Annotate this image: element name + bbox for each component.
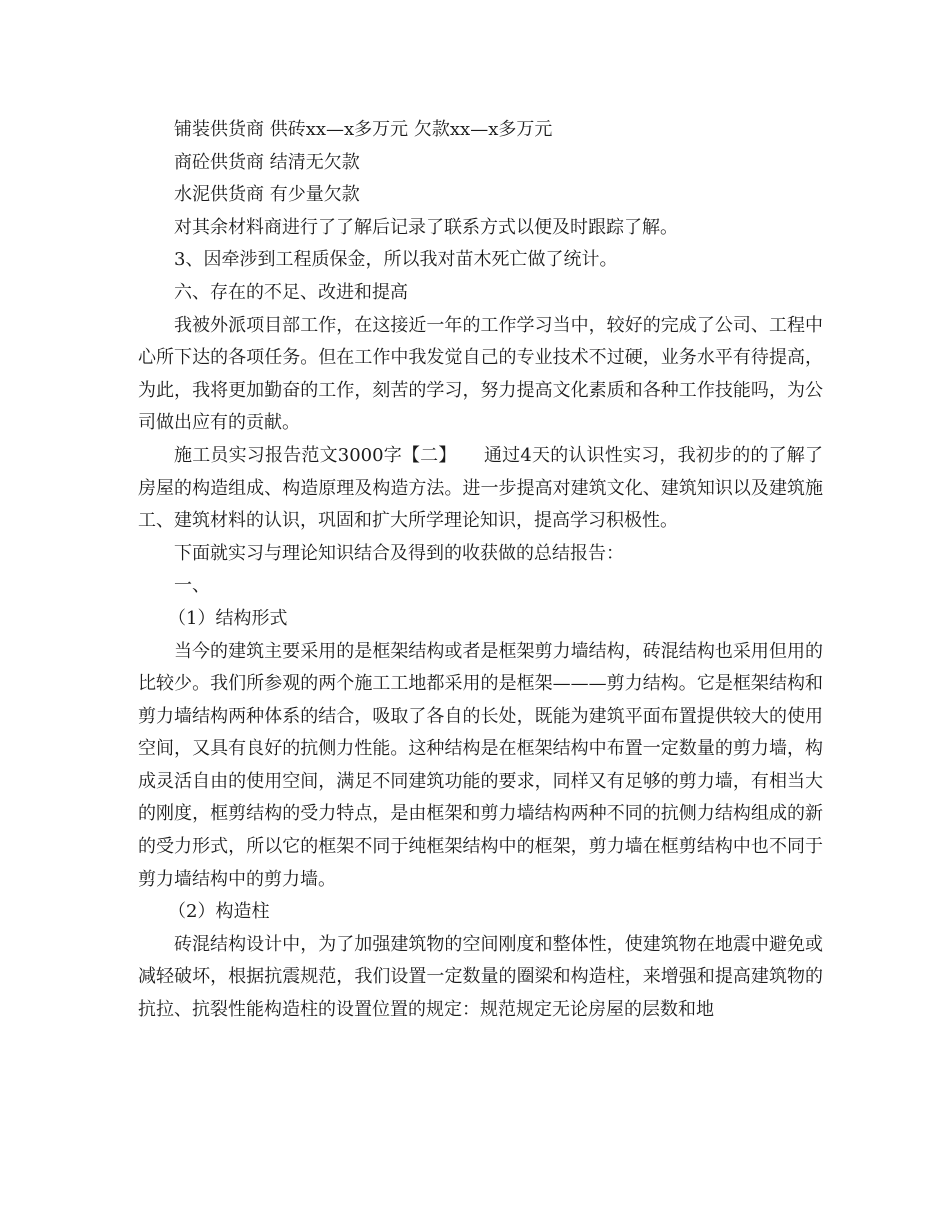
paragraph-self-assessment: 我被外派项目部工作，在这接近一年的工作学习当中，较好的完成了公司、工程中心所下达的各项任务。但在工作中我发觉自己的专业技术不过硬，业务水平有待提高，为此，我将更加勤奋的工作，刻苦的学习，努力提高文化素质和各种工作技能吗，为公司做出应有的贡献。 — [138, 314, 823, 434]
paragraph-summary-lead: 下面就实习与理论知识结合及得到的收获做的总结报告： — [174, 542, 624, 564]
paragraph-structure-form: 当今的建筑主要采用的是框架结构或者是框架剪力墙结构，砖混结构也采用但用的比较少。我们所参观的两个施工工地都采用的是框架———剪力结构。它是框架结构和剪力墙结构两种体系的结合，吸取了各自的长处，既能为建筑平面布置提供较大的使用空间，又具有良好的抗侧力性能。这种结构是在框架结构中布置一定数量的剪力墙，构成灵活自由的使用空间，满足不同建筑功能的要求，同样又有足够的剪力墙，有相当大的刚度，框剪结构的受力特点，是由框架和剪力墙结构两种不同的抗侧力结构组成的新的受力形式，所以它的框架不同于纯框架结构中的框架，剪力墙在框剪结构中也不同于剪力墙结构中的剪力墙。 — [138, 640, 823, 890]
paragraph-item-3: 3、因牵涉到工程质保金，所以我对苗木死亡做了统计。 — [174, 249, 618, 271]
paragraph-concrete-supplier: 商砼供货商 结清无欠款 — [174, 151, 360, 173]
subheading-structure-form: （1）结构形式 — [168, 607, 288, 629]
paragraph-paving-supplier: 铺装供货商 供砖xx—x多万元 欠款xx—x多万元 — [174, 119, 553, 140]
paragraph-construction-column: 砖混结构设计中，为了加强建筑物的空间刚度和整体性，使建筑物在地震中避免或减轻破坏，根据抗震规范，我们设置一定数量的圈梁和构造柱，来增强和提高建筑物的抗拉、抗裂性能构造柱的设置位置的规定：规范规定无论房屋的层数和地 — [138, 933, 823, 1021]
section-heading-one: 一、 — [174, 575, 210, 597]
subheading-construction-column: （2）构造柱 — [168, 901, 270, 923]
paragraph-other-suppliers: 对其余材料商进行了了解后记录了联系方式以便及时跟踪了解。 — [174, 216, 678, 238]
section-heading-shortcomings: 六、存在的不足、改进和提高 — [174, 281, 408, 303]
paragraph-report-intro: 施工员实习报告范文3000字【二】 通过4天的认识性实习，我初步的的了解了房屋的构造组成、构造原理及构造方法。进一步提高对建筑文化、建筑知识以及建筑施工、建筑材料的认识，巩固和扩大所学理论知识，提高学习积极性。 — [138, 444, 823, 532]
paragraph-cement-supplier: 水泥供货商 有少量欠款 — [174, 184, 360, 206]
document-body — [138, 114, 823, 1027]
